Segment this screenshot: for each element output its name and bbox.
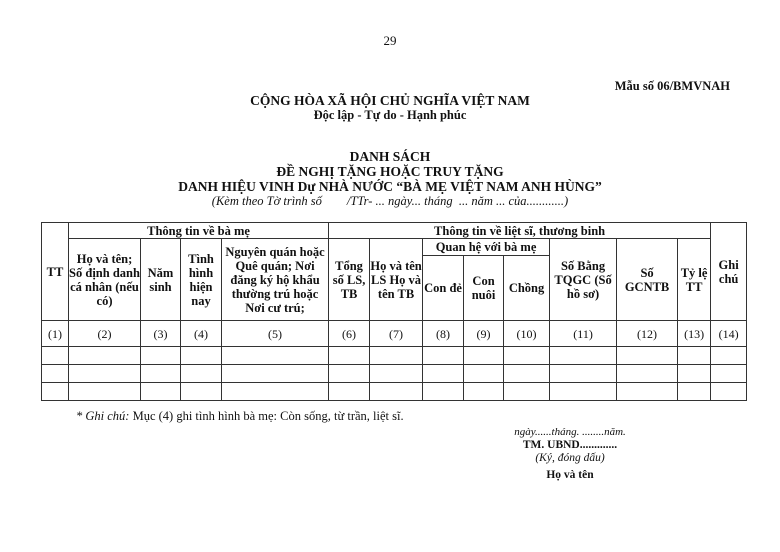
table-cell[interactable] <box>711 365 747 383</box>
column-number-row <box>42 321 747 347</box>
nomination-table <box>41 222 747 401</box>
table-cell[interactable] <box>617 347 678 365</box>
table-cell[interactable] <box>464 365 504 383</box>
column-number: (7) <box>370 321 423 347</box>
national-motto: Độc lập - Tự do - Hạnh phúc <box>313 108 467 122</box>
column-number: (9) <box>464 321 504 347</box>
table-cell[interactable] <box>711 383 747 401</box>
column-number: (13) <box>678 321 711 347</box>
page-number: 29 <box>383 33 397 48</box>
footnote <box>76 409 404 424</box>
document-subtitle: ĐỀ NGHỊ TẶNG HOẶC TRUY TẶNG <box>276 164 504 179</box>
document-subtitle-award: DANH HIỆU VINH Dự NHÀ NƯỚC “BÀ MẸ VIỆT NAM ANH HÙNG” <box>178 179 602 194</box>
table-cell[interactable] <box>181 365 222 383</box>
signature-organization: TM. UBND............. <box>522 439 618 451</box>
column-number: (12) <box>617 321 678 347</box>
table-cell[interactable] <box>617 383 678 401</box>
national-title: CỘNG HÒA XÃ HỘI CHỦ NGHĨA VIỆT NAM <box>250 93 530 108</box>
table-cell[interactable] <box>42 365 69 383</box>
table-cell[interactable] <box>423 347 464 365</box>
table-cell[interactable] <box>42 383 69 401</box>
column-number: (1) <box>42 321 69 347</box>
col-header-note: Ghi chú <box>711 223 747 321</box>
table-cell[interactable] <box>370 347 423 365</box>
signature-instruction: (Ký, đóng dấu) <box>535 452 605 464</box>
table-cell[interactable] <box>504 383 550 401</box>
table-cell[interactable] <box>370 383 423 401</box>
col-header-martyr-name: Họ và tên LS Họ và tên TB <box>370 239 423 321</box>
table-cell[interactable] <box>678 365 711 383</box>
table-cell[interactable] <box>222 365 329 383</box>
table-cell[interactable] <box>141 365 181 383</box>
table-cell[interactable] <box>464 383 504 401</box>
document-title: DANH SÁCH <box>349 149 431 164</box>
table-cell[interactable] <box>181 383 222 401</box>
table-cell[interactable] <box>222 347 329 365</box>
document-attachment-ref: (Kèm theo Tờ trình số /TTr- ... ngày... tháng ... năm ... của............) <box>211 194 569 208</box>
table-cell[interactable] <box>329 347 370 365</box>
signature-name: Họ và tên <box>546 469 594 481</box>
table-cell[interactable] <box>550 383 617 401</box>
table-cell[interactable] <box>141 347 181 365</box>
group-header-mother: Thông tin về bà mẹ <box>69 223 329 239</box>
footnote-text: Mục (4) ghi tình hình bà mẹ: Còn sống, từ trần, liệt sĩ. <box>129 409 404 423</box>
table-cell[interactable] <box>464 347 504 365</box>
column-number: (3) <box>141 321 181 347</box>
table-cell[interactable] <box>141 383 181 401</box>
table-cell[interactable] <box>678 383 711 401</box>
group-header-relation: Quan hệ với bà mẹ <box>423 239 550 256</box>
col-header-gcntb: Số GCNTB <box>617 239 678 321</box>
col-header-tt: TT <box>42 223 69 321</box>
table-cell[interactable] <box>329 365 370 383</box>
col-header-biological-child: Con đẻ <box>423 256 464 321</box>
table-cell[interactable] <box>711 347 747 365</box>
signature-date: ngày......tháng. ........năm. <box>514 426 626 438</box>
table-cell[interactable] <box>181 347 222 365</box>
col-header-origin: Nguyên quán hoặc Quê quán; Nơi đăng ký hộ khẩu thường trú hoặc Nơi cư trú; <box>222 239 329 321</box>
table-cell[interactable] <box>370 365 423 383</box>
column-number: (5) <box>222 321 329 347</box>
col-header-status: Tình hình hiện nay <box>181 239 222 321</box>
form-code: Mẫu số 06/BMVNAH <box>614 79 730 93</box>
footnote-label: * Ghi chú: <box>76 409 130 423</box>
table-cell[interactable] <box>423 365 464 383</box>
col-header-name-id: Họ và tên; Số định danh cá nhân (nếu có) <box>69 239 141 321</box>
table-cell[interactable] <box>423 383 464 401</box>
column-number: (8) <box>423 321 464 347</box>
column-number: (10) <box>504 321 550 347</box>
column-number: (4) <box>181 321 222 347</box>
table-cell[interactable] <box>69 365 141 383</box>
column-number: (6) <box>329 321 370 347</box>
column-number: (11) <box>550 321 617 347</box>
table-row <box>42 365 747 383</box>
table-cell[interactable] <box>617 365 678 383</box>
table-cell[interactable] <box>329 383 370 401</box>
col-header-total: Tổng số LS, TB <box>329 239 370 321</box>
table-row <box>42 347 747 365</box>
col-header-adopted-child: Con nuôi <box>464 256 504 321</box>
table-cell[interactable] <box>504 365 550 383</box>
group-header-martyr: Thông tin về liệt sĩ, thương binh <box>329 223 711 239</box>
col-header-birth-year: Năm sinh <box>141 239 181 321</box>
column-number: (2) <box>69 321 141 347</box>
table-row <box>42 383 747 401</box>
table-cell[interactable] <box>69 347 141 365</box>
table-cell[interactable] <box>504 347 550 365</box>
table-cell[interactable] <box>550 347 617 365</box>
table-cell[interactable] <box>42 347 69 365</box>
table-cell[interactable] <box>678 347 711 365</box>
column-number: (14) <box>711 321 747 347</box>
col-header-husband: Chồng <box>504 256 550 321</box>
table-cell[interactable] <box>550 365 617 383</box>
table-cell[interactable] <box>222 383 329 401</box>
table-cell[interactable] <box>69 383 141 401</box>
col-header-rate: Tỷ lệ TT <box>678 239 711 321</box>
col-header-certificate: Số Bằng TQGC (Số hồ sơ) <box>550 239 617 321</box>
